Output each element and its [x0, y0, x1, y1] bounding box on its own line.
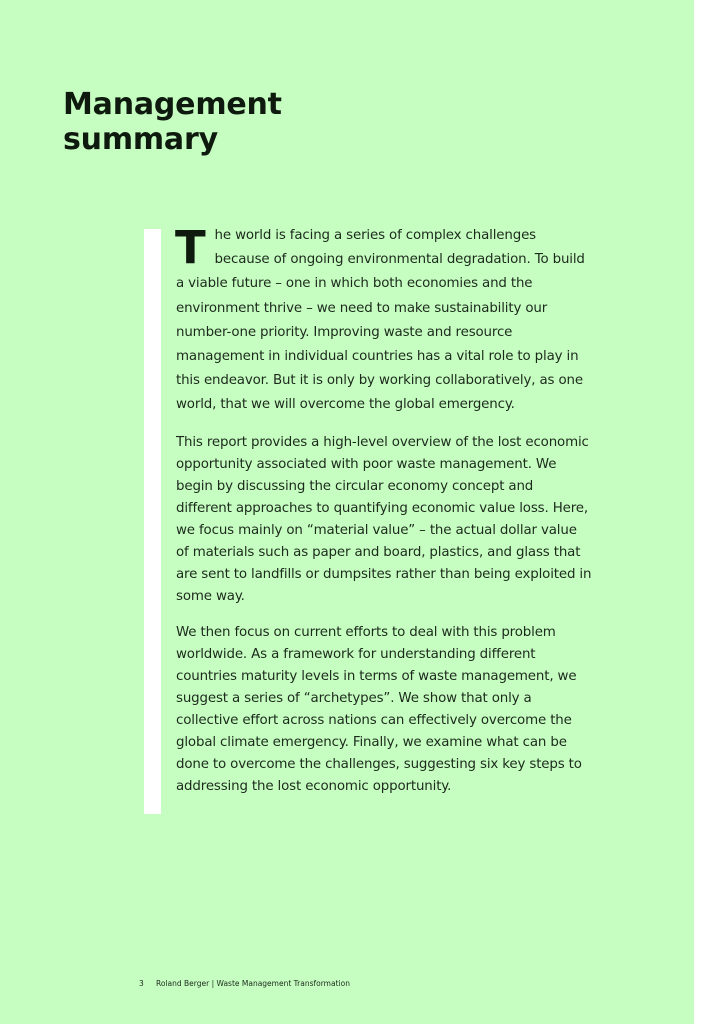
summary-body [175, 221, 592, 798]
page-title-line-2: summary [63, 122, 218, 157]
summary-paragraph-2: This report provides a high-level overview of the lost economic opportunity associated with poor waste management. We begin by discussing the circular economy concept and different approaches to quantifying economic value loss. Here, we focus mainly on “material value” – the actual dollar value of materials such as paper and board, plastics, and glass that are sent to landfills or dumpsites rather than being exploited in some way. [176, 434, 592, 604]
summary-paragraph-1 [175, 221, 592, 418]
page-title-line-1: Management [63, 87, 282, 122]
page-title [63, 87, 282, 157]
summary-paragraph-1-text: he world is facing a series of complex challenges because of ongoing environmental degradation. To build a viable future – one in which both economies and the environment thrive – we need to make sustainability our number-one priority. Improving waste and resource management in individual countries has a vital role to play in this endeavor. But it is only by working collaboratively, as one world, that we will overcome the global emergency. [176, 228, 585, 413]
footer-text: Roland Berger | Waste Management Transformation [156, 979, 350, 988]
summary-paragraph-3: We then focus on current efforts to deal with this problem worldwide. As a framework for understanding different countries maturity levels in terms of waste management, we suggest a series of “archetypes”. We show that only a collective effort across nations can effectively overcome the global climate emergency. Finally, we examine what can be done to overcome the challenges, suggesting six key steps to addressing the lost economic opportunity. [176, 624, 582, 794]
page-number: 3 [139, 979, 144, 988]
page-footer [139, 979, 350, 989]
accent-side-bar [144, 229, 161, 814]
drop-cap-letter: T [175, 221, 206, 274]
